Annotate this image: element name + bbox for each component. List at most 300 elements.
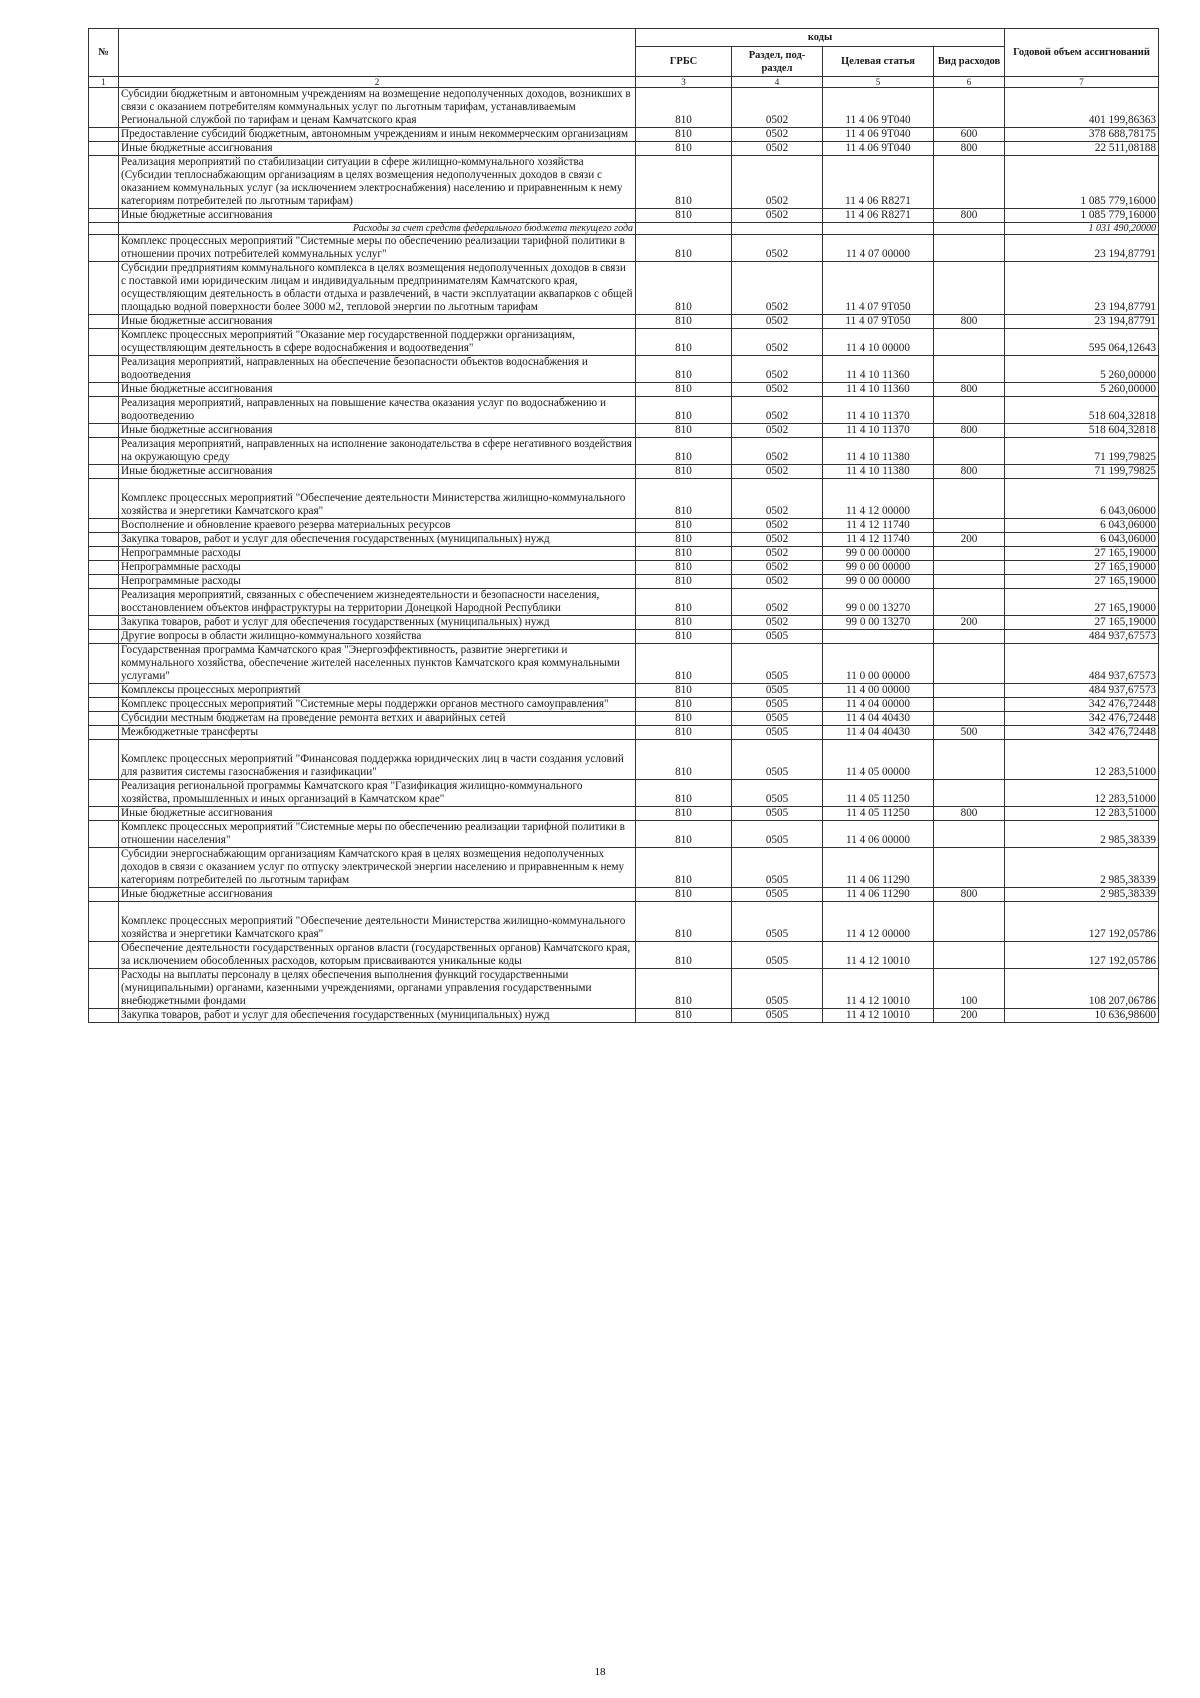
cell-description: Иные бюджетные ассигнования	[119, 888, 636, 902]
cell-expense-type	[934, 356, 1005, 383]
cell-razdel: 0505	[732, 644, 823, 684]
cell-amount: 22 511,08188	[1005, 142, 1159, 156]
cell-grbs: 810	[636, 902, 732, 942]
cell-amount: 27 165,19000	[1005, 589, 1159, 616]
cell-amount: 27 165,19000	[1005, 547, 1159, 561]
table-row	[89, 698, 1159, 712]
cell-num	[89, 616, 119, 630]
cell-expense-type: 800	[934, 424, 1005, 438]
header-annual: Годовой объем ассигнований	[1005, 29, 1159, 77]
cell-description: Комплекс процессных мероприятий "Системные меры поддержки органов местного самоуправления"	[119, 698, 636, 712]
cell-grbs: 810	[636, 209, 732, 223]
cell-num	[89, 821, 119, 848]
cell-description: Закупка товаров, работ и услуг для обеспечения государственных (муниципальных) нужд	[119, 616, 636, 630]
table-row	[89, 519, 1159, 533]
cell-razdel: 0502	[732, 88, 823, 128]
cell-description: Непрограммные расходы	[119, 575, 636, 589]
cell-target-article: 99 0 00 13270	[823, 616, 934, 630]
cell-amount: 5 260,00000	[1005, 383, 1159, 397]
cell-amount: 484 937,67573	[1005, 630, 1159, 644]
table-row	[89, 969, 1159, 1009]
cell-target-article: 11 4 10 11360	[823, 356, 934, 383]
cell-target-article: 11 4 12 11740	[823, 533, 934, 547]
cell-target-article: 11 4 12 10010	[823, 969, 934, 1009]
cell-description: Обеспечение деятельности государственных органов власти (государственных органов) Камчатского края, за исключением обособленных расходов, которым присваиваются уникальные коды	[119, 942, 636, 969]
cell-description: Субсидии предприятиям коммунального комплекса в целях возмещения недополученных доходов в связи с поставкой ими юридическим лицам и индивидуальным предпринимателям Камчатского края, осуществляющим деятельность в области отдыха и развлечений, в части эксплуатации аквапарков с общей площадью водной поверхности более 3000 м2, тепловой энергии по льготным тарифам	[119, 262, 636, 315]
cell-grbs: 810	[636, 438, 732, 465]
cell-num	[89, 465, 119, 479]
cell-expense-type: 800	[934, 807, 1005, 821]
cell-amount: 108 207,06786	[1005, 969, 1159, 1009]
header-codes: коды	[636, 29, 1005, 47]
cell-amount: 6 043,06000	[1005, 479, 1159, 519]
table-row	[89, 438, 1159, 465]
cell-razdel: 0505	[732, 821, 823, 848]
cell-amount: 27 165,19000	[1005, 561, 1159, 575]
cell-num	[89, 942, 119, 969]
cell-razdel: 0502	[732, 438, 823, 465]
cell-amount: 23 194,87791	[1005, 235, 1159, 262]
cell-description: Комплекс процессных мероприятий "Обеспечение деятельности Министерства жилищно-коммунального хозяйства и энергетики Камчатского края"	[119, 479, 636, 519]
table-row	[89, 740, 1159, 780]
cell-num	[89, 726, 119, 740]
cell-description: Иные бюджетные ассигнования	[119, 424, 636, 438]
cell-num	[89, 262, 119, 315]
cell-razdel: 0502	[732, 616, 823, 630]
cell-target-article: 11 4 10 11360	[823, 383, 934, 397]
table-row	[89, 142, 1159, 156]
cell-amount: 2 985,38339	[1005, 821, 1159, 848]
cell-target-article: 11 4 04 00000	[823, 698, 934, 712]
cell-grbs: 810	[636, 88, 732, 128]
cell-target-article: 11 4 12 00000	[823, 902, 934, 942]
header-vid: Вид расходов	[934, 47, 1005, 77]
budget-table	[88, 28, 1159, 1023]
table-row	[89, 821, 1159, 848]
table-row	[89, 397, 1159, 424]
cell-razdel: 0502	[732, 209, 823, 223]
cell-expense-type	[934, 712, 1005, 726]
header-index: 7	[1005, 77, 1159, 88]
cell-amount: 12 283,51000	[1005, 780, 1159, 807]
cell-expense-type	[934, 88, 1005, 128]
cell-num	[89, 684, 119, 698]
cell-grbs: 810	[636, 519, 732, 533]
cell-grbs: 810	[636, 575, 732, 589]
cell-razdel: 0502	[732, 142, 823, 156]
cell-amount: 378 688,78175	[1005, 128, 1159, 142]
cell-razdel: 0502	[732, 397, 823, 424]
cell-grbs: 810	[636, 589, 732, 616]
cell-target-article: 11 4 06 R8271	[823, 156, 934, 209]
cell-target-article: 11 4 10 11370	[823, 424, 934, 438]
table-row	[89, 630, 1159, 644]
cell-razdel: 0502	[732, 424, 823, 438]
header-row-top	[89, 29, 1159, 47]
header-index: 6	[934, 77, 1005, 88]
cell-grbs	[636, 223, 732, 235]
cell-num	[89, 740, 119, 780]
table-row	[89, 942, 1159, 969]
cell-razdel: 0502	[732, 329, 823, 356]
cell-num	[89, 547, 119, 561]
header-index-row	[89, 77, 1159, 88]
table-row	[89, 780, 1159, 807]
cell-expense-type: 800	[934, 465, 1005, 479]
cell-grbs: 810	[636, 807, 732, 821]
cell-amount: 12 283,51000	[1005, 807, 1159, 821]
cell-amount: 6 043,06000	[1005, 519, 1159, 533]
cell-razdel: 0505	[732, 726, 823, 740]
cell-amount: 342 476,72448	[1005, 698, 1159, 712]
table-row	[89, 209, 1159, 223]
cell-amount: 342 476,72448	[1005, 726, 1159, 740]
cell-target-article: 11 4 06 00000	[823, 821, 934, 848]
cell-description: Закупка товаров, работ и услуг для обеспечения государственных (муниципальных) нужд	[119, 1009, 636, 1023]
cell-num	[89, 209, 119, 223]
cell-num	[89, 438, 119, 465]
cell-grbs: 810	[636, 1009, 732, 1023]
cell-expense-type: 800	[934, 315, 1005, 329]
cell-expense-type	[934, 519, 1005, 533]
cell-grbs: 810	[636, 616, 732, 630]
cell-num	[89, 561, 119, 575]
cell-grbs: 810	[636, 383, 732, 397]
cell-description: Субсидии энергоснабжающим организациям Камчатского края в целях возмещения недополученных доходов в связи с оказанием услуг по отпуску электрической энергии населению и приравненным к нему категориям потребителей по льготным тарифам	[119, 848, 636, 888]
cell-target-article: 11 4 10 00000	[823, 329, 934, 356]
cell-target-article: 11 4 10 11370	[823, 397, 934, 424]
table-row	[89, 128, 1159, 142]
cell-target-article: 99 0 00 00000	[823, 547, 934, 561]
cell-description: Другие вопросы в области жилищно-коммунального хозяйства	[119, 630, 636, 644]
table-row	[89, 902, 1159, 942]
cell-description: Реализация мероприятий, связанных с обеспечением жизнедеятельности и безопасности населения, восстановлением объектов инфраструктуры на территории Донецкой Народной Республики	[119, 589, 636, 616]
cell-grbs: 810	[636, 262, 732, 315]
cell-description: Реализация региональной программы Камчатского края "Газификация жилищно-коммунального хозяйства, промышленных и иных организаций в Камчатском крае"	[119, 780, 636, 807]
cell-target-article: 11 4 10 11380	[823, 465, 934, 479]
cell-razdel: 0502	[732, 589, 823, 616]
cell-amount: 1 085 779,16000	[1005, 209, 1159, 223]
cell-razdel: 0505	[732, 807, 823, 821]
cell-amount: 23 194,87791	[1005, 315, 1159, 329]
cell-num	[89, 315, 119, 329]
cell-description: Комплекс процессных мероприятий "Обеспечение деятельности Министерства жилищно-коммунального хозяйства и энергетики Камчатского края"	[119, 902, 636, 942]
cell-amount: 2 985,38339	[1005, 888, 1159, 902]
cell-expense-type	[934, 438, 1005, 465]
cell-description: Расходы за счет средств федерального бюджета текущего года	[119, 223, 636, 235]
cell-grbs: 810	[636, 465, 732, 479]
cell-amount: 1 031 490,20000	[1005, 223, 1159, 235]
cell-target-article: 11 4 06 R8271	[823, 209, 934, 223]
page-number: 18	[594, 1666, 606, 1678]
cell-num	[89, 519, 119, 533]
cell-razdel: 0505	[732, 902, 823, 942]
cell-description: Государственная программа Камчатского края "Энергоэффективность, развитие энергетики и коммунального хозяйства, обеспечение жителей населенных пунктов Камчатского края коммунальными услугами"	[119, 644, 636, 684]
cell-grbs: 810	[636, 644, 732, 684]
cell-expense-type	[934, 740, 1005, 780]
cell-target-article: 11 4 06 9T040	[823, 142, 934, 156]
header-celevaya: Целевая статья	[823, 47, 934, 77]
cell-amount: 71 199,79825	[1005, 438, 1159, 465]
cell-amount: 27 165,19000	[1005, 616, 1159, 630]
cell-target-article: 99 0 00 13270	[823, 589, 934, 616]
header-grbs: ГРБС	[636, 47, 732, 77]
cell-amount: 484 937,67573	[1005, 644, 1159, 684]
table-row	[89, 684, 1159, 698]
cell-grbs: 810	[636, 424, 732, 438]
cell-num	[89, 780, 119, 807]
cell-amount: 484 937,67573	[1005, 684, 1159, 698]
cell-razdel	[732, 223, 823, 235]
cell-expense-type	[934, 589, 1005, 616]
cell-razdel: 0505	[732, 780, 823, 807]
table-row	[89, 465, 1159, 479]
cell-expense-type	[934, 479, 1005, 519]
table-row	[89, 424, 1159, 438]
cell-description: Закупка товаров, работ и услуг для обеспечения государственных (муниципальных) нужд	[119, 533, 636, 547]
cell-num	[89, 888, 119, 902]
cell-description: Непрограммные расходы	[119, 561, 636, 575]
cell-razdel: 0502	[732, 465, 823, 479]
cell-target-article: 11 4 07 9T050	[823, 262, 934, 315]
cell-description: Восполнение и обновление краевого резерва материальных ресурсов	[119, 519, 636, 533]
cell-num	[89, 479, 119, 519]
table-row	[89, 575, 1159, 589]
cell-expense-type	[934, 780, 1005, 807]
cell-expense-type	[934, 942, 1005, 969]
cell-grbs: 810	[636, 397, 732, 424]
cell-grbs: 810	[636, 128, 732, 142]
cell-grbs: 810	[636, 712, 732, 726]
cell-expense-type: 600	[934, 128, 1005, 142]
cell-target-article: 11 4 12 10010	[823, 1009, 934, 1023]
cell-razdel: 0505	[732, 698, 823, 712]
table-row	[89, 726, 1159, 740]
cell-amount: 6 043,06000	[1005, 533, 1159, 547]
table-row	[89, 807, 1159, 821]
table-row	[89, 589, 1159, 616]
cell-grbs: 810	[636, 848, 732, 888]
cell-grbs: 810	[636, 740, 732, 780]
cell-num	[89, 848, 119, 888]
table-row	[89, 315, 1159, 329]
cell-grbs: 810	[636, 156, 732, 209]
cell-razdel: 0502	[732, 575, 823, 589]
cell-num	[89, 902, 119, 942]
cell-grbs: 810	[636, 726, 732, 740]
cell-target-article: 11 0 00 00000	[823, 644, 934, 684]
cell-grbs: 810	[636, 888, 732, 902]
cell-num	[89, 712, 119, 726]
cell-num	[89, 397, 119, 424]
cell-razdel: 0505	[732, 712, 823, 726]
cell-num	[89, 630, 119, 644]
cell-num	[89, 223, 119, 235]
table-row	[89, 88, 1159, 128]
cell-num	[89, 807, 119, 821]
cell-amount: 71 199,79825	[1005, 465, 1159, 479]
cell-expense-type	[934, 902, 1005, 942]
cell-expense-type: 800	[934, 888, 1005, 902]
cell-grbs: 810	[636, 630, 732, 644]
cell-num	[89, 424, 119, 438]
cell-amount: 10 636,98600	[1005, 1009, 1159, 1023]
cell-razdel: 0502	[732, 479, 823, 519]
cell-num	[89, 575, 119, 589]
cell-description: Иные бюджетные ассигнования	[119, 142, 636, 156]
header-index: 5	[823, 77, 934, 88]
cell-razdel: 0502	[732, 128, 823, 142]
budget-table-sheet	[88, 28, 1158, 1023]
cell-grbs: 810	[636, 561, 732, 575]
cell-description: Реализация мероприятий, направленных на исполнение законодательства в сфере негативного воздействия на окружающую среду	[119, 438, 636, 465]
cell-num	[89, 698, 119, 712]
cell-grbs: 810	[636, 329, 732, 356]
header-index: 2	[119, 77, 636, 88]
cell-description: Комплекс процессных мероприятий "Финансовая поддержка юридических лиц в части создания условий для развития системы газоснабжения и газификации"	[119, 740, 636, 780]
cell-amount: 1 085 779,16000	[1005, 156, 1159, 209]
cell-grbs: 810	[636, 969, 732, 1009]
cell-grbs: 810	[636, 533, 732, 547]
cell-description: Комплексы процессных мероприятий	[119, 684, 636, 698]
cell-expense-type	[934, 821, 1005, 848]
cell-expense-type	[934, 630, 1005, 644]
cell-expense-type	[934, 547, 1005, 561]
cell-description: Иные бюджетные ассигнования	[119, 315, 636, 329]
cell-amount: 518 604,32818	[1005, 397, 1159, 424]
cell-description: Субсидии бюджетным и автономным учреждениям на возмещение недополученных доходов, возникших в связи с оказанием потребителям коммунальных услуг по льготным тарифам, устанавливаемым Региональной службой по тарифам и ценам Камчатского края	[119, 88, 636, 128]
cell-description: Комплекс процессных мероприятий "Оказание мер государственной поддержки организациям, осуществляющим деятельность в сфере водоснабжения и водоотведения"	[119, 329, 636, 356]
table-row	[89, 329, 1159, 356]
cell-target-article: 11 4 12 11740	[823, 519, 934, 533]
cell-grbs: 810	[636, 356, 732, 383]
cell-description: Реализация мероприятий, направленных на обеспечение безопасности объектов водоснабжения и водоотведения	[119, 356, 636, 383]
cell-expense-type	[934, 329, 1005, 356]
cell-amount: 127 192,05786	[1005, 942, 1159, 969]
header-razdel: Раздел, под-раздел	[732, 47, 823, 77]
table-row	[89, 644, 1159, 684]
cell-target-article: 11 4 04 40430	[823, 712, 934, 726]
cell-amount: 27 165,19000	[1005, 575, 1159, 589]
cell-amount: 5 260,00000	[1005, 356, 1159, 383]
cell-razdel: 0505	[732, 888, 823, 902]
cell-description: Иные бюджетные ассигнования	[119, 383, 636, 397]
cell-num	[89, 329, 119, 356]
cell-grbs: 810	[636, 821, 732, 848]
cell-description: Реализация мероприятий по стабилизации ситуации в сфере жилищно-коммунального хозяйства (Субсидии теплоснабжающим организациям в целях возмещения недополученных доходов в связи с оказанием коммунальных услуг (за исключением электроснабжения) населению и приравненным к нему категориям потребителей по льготным тарифам)	[119, 156, 636, 209]
cell-expense-type	[934, 644, 1005, 684]
cell-amount: 2 985,38339	[1005, 848, 1159, 888]
cell-razdel: 0505	[732, 630, 823, 644]
cell-description: Межбюджетные трансферты	[119, 726, 636, 740]
cell-target-article: 11 4 12 10010	[823, 942, 934, 969]
table-row	[89, 262, 1159, 315]
cell-amount: 127 192,05786	[1005, 902, 1159, 942]
cell-target-article: 11 4 04 40430	[823, 726, 934, 740]
header-num: №	[89, 29, 119, 77]
cell-razdel: 0505	[732, 740, 823, 780]
table-row	[89, 1009, 1159, 1023]
cell-amount: 12 283,51000	[1005, 740, 1159, 780]
cell-target-article: 11 4 05 11250	[823, 780, 934, 807]
table-row	[89, 533, 1159, 547]
table-body	[89, 88, 1159, 1023]
cell-num	[89, 142, 119, 156]
cell-expense-type: 200	[934, 1009, 1005, 1023]
cell-amount: 342 476,72448	[1005, 712, 1159, 726]
cell-amount: 595 064,12643	[1005, 329, 1159, 356]
cell-razdel: 0502	[732, 235, 823, 262]
cell-expense-type	[934, 397, 1005, 424]
cell-razdel: 0505	[732, 969, 823, 1009]
cell-description: Иные бюджетные ассигнования	[119, 465, 636, 479]
cell-target-article: 11 4 05 11250	[823, 807, 934, 821]
cell-num	[89, 383, 119, 397]
table-row	[89, 479, 1159, 519]
table-row	[89, 888, 1159, 902]
cell-grbs: 810	[636, 698, 732, 712]
cell-description: Предоставление субсидий бюджетным, автономным учреждениям и иным некоммерческим организациям	[119, 128, 636, 142]
table-row	[89, 561, 1159, 575]
cell-num	[89, 644, 119, 684]
cell-amount: 23 194,87791	[1005, 262, 1159, 315]
cell-expense-type	[934, 575, 1005, 589]
cell-target-article: 11 4 06 9T040	[823, 88, 934, 128]
cell-grbs: 810	[636, 780, 732, 807]
table-row	[89, 616, 1159, 630]
table-row	[89, 156, 1159, 209]
cell-target-article: 11 4 06 11290	[823, 888, 934, 902]
cell-description: Иные бюджетные ассигнования	[119, 807, 636, 821]
cell-num	[89, 88, 119, 128]
table-row	[89, 356, 1159, 383]
cell-expense-type	[934, 156, 1005, 209]
table-row	[89, 547, 1159, 561]
cell-description: Субсидии местным бюджетам на проведение ремонта ветхих и аварийных сетей	[119, 712, 636, 726]
cell-grbs: 810	[636, 547, 732, 561]
cell-amount: 518 604,32818	[1005, 424, 1159, 438]
cell-expense-type: 200	[934, 616, 1005, 630]
table-row	[89, 235, 1159, 262]
cell-target-article: 11 4 07 00000	[823, 235, 934, 262]
cell-description: Комплекс процессных мероприятий "Системные меры по обеспечению реализации тарифной политики в отношении населения"	[119, 821, 636, 848]
cell-expense-type	[934, 848, 1005, 888]
header-index: 1	[89, 77, 119, 88]
cell-num	[89, 356, 119, 383]
cell-razdel: 0502	[732, 356, 823, 383]
cell-grbs: 810	[636, 235, 732, 262]
cell-razdel: 0505	[732, 1009, 823, 1023]
cell-grbs: 810	[636, 942, 732, 969]
cell-razdel: 0502	[732, 156, 823, 209]
cell-grbs: 810	[636, 479, 732, 519]
cell-expense-type	[934, 684, 1005, 698]
cell-expense-type: 200	[934, 533, 1005, 547]
cell-num	[89, 1009, 119, 1023]
cell-grbs: 810	[636, 315, 732, 329]
table-row	[89, 712, 1159, 726]
cell-target-article: 11 4 06 9T040	[823, 128, 934, 142]
cell-target-article: 11 4 06 11290	[823, 848, 934, 888]
cell-num	[89, 969, 119, 1009]
cell-target-article: 99 0 00 00000	[823, 561, 934, 575]
cell-description: Непрограммные расходы	[119, 547, 636, 561]
cell-description: Реализация мероприятий, направленных на повышение качества оказания услуг по водоснабжению и водоотведению	[119, 397, 636, 424]
cell-amount: 401 199,86363	[1005, 88, 1159, 128]
cell-num	[89, 589, 119, 616]
cell-grbs: 810	[636, 684, 732, 698]
cell-razdel: 0502	[732, 262, 823, 315]
